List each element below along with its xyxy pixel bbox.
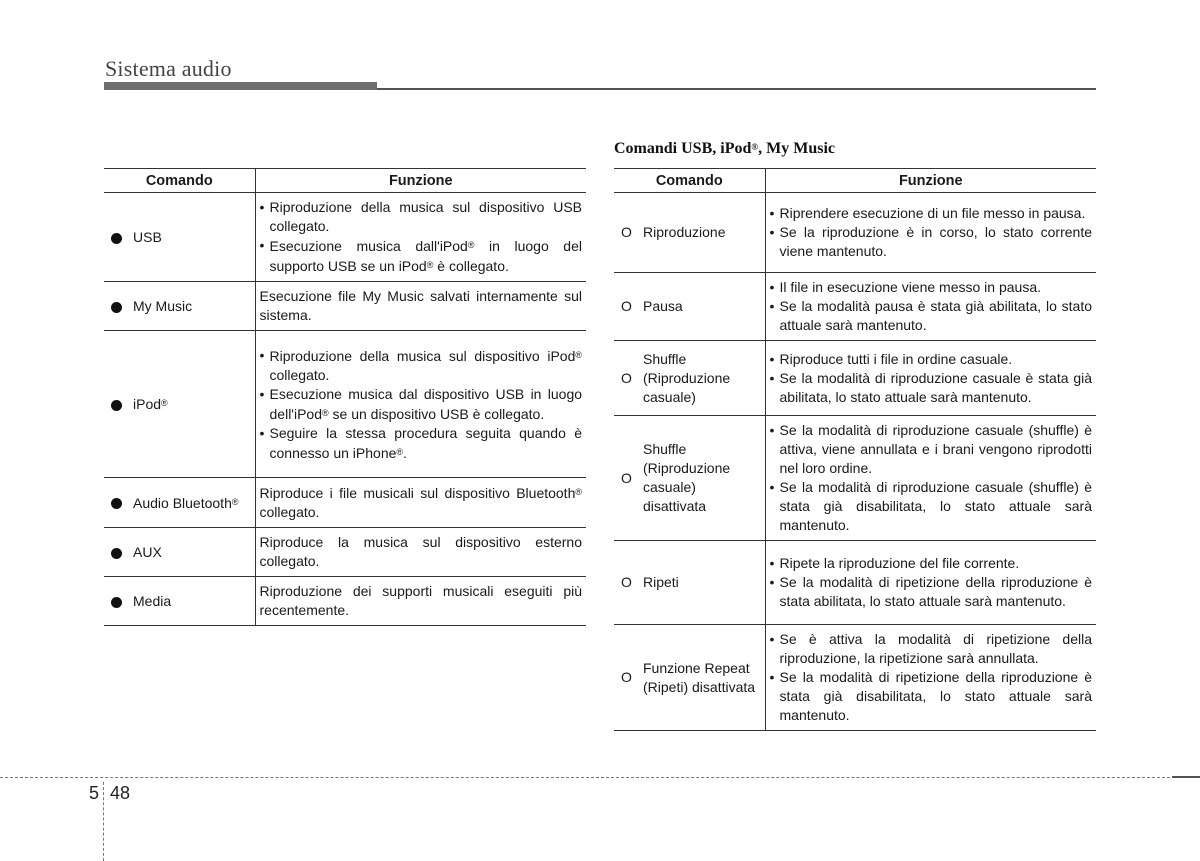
button-circle-icon: O bbox=[614, 416, 639, 541]
page-number: 48 bbox=[110, 783, 131, 803]
bullet-item: • Se la modalità di ripetizione della riproduzione è stata abilitata, lo stato attuale sarà mantenuto. bbox=[770, 573, 1093, 611]
button-dot-icon bbox=[104, 478, 129, 528]
table-row bbox=[614, 625, 1096, 731]
button-dot-icon bbox=[104, 193, 129, 282]
button-dot-icon bbox=[104, 528, 129, 577]
button-circle-icon: O bbox=[614, 541, 639, 625]
bullet-item: • Se è attiva la modalità di ripetizione della riproduzione, la ripetizione sarà annullata. bbox=[770, 630, 1093, 668]
command-label: Funzione Repeat (Ripeti) disattivata bbox=[639, 625, 765, 731]
button-dot-icon bbox=[104, 331, 129, 478]
chapter-number: 5 bbox=[89, 783, 100, 803]
table-header-row bbox=[104, 169, 586, 193]
command-label: USB bbox=[129, 193, 255, 282]
table-row bbox=[614, 541, 1096, 625]
bullet-item: • Se la modalità di riproduzione casuale è stata già abilitata, lo stato attuale sarà mantenuto. bbox=[770, 369, 1093, 407]
function-description: Riproduce la musica sul dispositivo esterno collegato. bbox=[255, 528, 586, 577]
footer-vertical-rule bbox=[103, 782, 104, 861]
table-row bbox=[614, 193, 1096, 273]
table-header-row bbox=[614, 169, 1096, 193]
column-header-function: Funzione bbox=[765, 169, 1096, 193]
command-label: AUX bbox=[129, 528, 255, 577]
command-label: My Music bbox=[129, 282, 255, 331]
usb-ipod-controls-heading: Comandi USB, iPod®, My Music bbox=[614, 140, 835, 157]
section-title: Sistema audio bbox=[105, 56, 232, 81]
bullet-item: • Riprendere esecuzione di un file messo in pausa. bbox=[770, 204, 1093, 223]
function-description bbox=[765, 273, 1096, 341]
bullet-item: • Se la modalità di riproduzione casuale (shuffle) è stata già disabilitata, lo stato attuale sarà mantenuto. bbox=[770, 478, 1093, 535]
bullet-item: • Seguire la stessa procedura seguita quando è connesso un iPhone®. bbox=[260, 424, 583, 463]
footer-dashed-rule bbox=[0, 777, 1200, 778]
bullet-item: • Se la riproduzione è in corso, lo stato corrente viene mantenuto. bbox=[770, 223, 1093, 261]
table-row bbox=[614, 341, 1096, 416]
column-header-command: Comando bbox=[614, 169, 765, 193]
footer-rule-end bbox=[1172, 776, 1200, 778]
function-description bbox=[765, 625, 1096, 731]
command-label: Riproduzione bbox=[639, 193, 765, 273]
column-header-function: Funzione bbox=[255, 169, 586, 193]
command-label: Ripeti bbox=[639, 541, 765, 625]
table-row bbox=[614, 416, 1096, 541]
table-row bbox=[104, 331, 586, 478]
button-circle-icon: O bbox=[614, 625, 639, 731]
function-description: Esecuzione file My Music salvati internamente sul sistema. bbox=[255, 282, 586, 331]
bullet-item: • Esecuzione musica dall'iPod® in luogo del supporto USB se un iPod® è collegato. bbox=[260, 236, 583, 276]
bullet-item: • Ripete la riproduzione del file corrente. bbox=[770, 554, 1093, 573]
header-rule-thin bbox=[377, 88, 1096, 90]
table-row bbox=[104, 193, 586, 282]
command-label: Shuffle (Riproduzione casuale) disattivata bbox=[639, 416, 765, 541]
bullet-item: • Se la modalità pausa è stata già abilitata, lo stato attuale sarà mantenuto. bbox=[770, 297, 1093, 335]
command-label: Pausa bbox=[639, 273, 765, 341]
column-header-command: Comando bbox=[104, 169, 255, 193]
bullet-item: • Se la modalità di riproduzione casuale (shuffle) è attiva, viene annullata e i brani vengono riprodotti nel loro ordine. bbox=[770, 421, 1093, 478]
playback-controls-table bbox=[614, 168, 1096, 731]
button-circle-icon: O bbox=[614, 193, 639, 273]
button-circle-icon: O bbox=[614, 341, 639, 416]
button-dot-icon bbox=[104, 282, 129, 331]
bullet-item: • Se la modalità di ripetizione della riproduzione è stata già disabilitata, lo stato attuale sarà mantenuto. bbox=[770, 668, 1093, 725]
function-description bbox=[255, 193, 586, 282]
function-description bbox=[765, 541, 1096, 625]
command-label: iPod® bbox=[129, 331, 255, 478]
table-row bbox=[104, 528, 586, 577]
function-description: Riproduce i file musicali sul dispositivo Bluetooth® collegato. bbox=[255, 478, 586, 528]
table-row bbox=[104, 282, 586, 331]
header-rule-thick bbox=[104, 82, 377, 90]
bullet-item: • Esecuzione musica dal dispositivo USB in luogo dell'iPod® se un dispositivo USB è collegato. bbox=[260, 385, 583, 424]
function-description bbox=[255, 331, 586, 478]
table-row bbox=[104, 577, 586, 626]
function-description: Riproduzione dei supporti musicali eseguiti più recentemente. bbox=[255, 577, 586, 626]
bullet-item: • Riproduce tutti i file in ordine casuale. bbox=[770, 350, 1093, 369]
button-circle-icon: O bbox=[614, 273, 639, 341]
command-label: Shuffle (Riproduzione casuale) bbox=[639, 341, 765, 416]
audio-sources-table bbox=[104, 168, 586, 626]
bullet-item: • Riproduzione della musica sul dispositivo iPod® collegato. bbox=[260, 346, 583, 385]
function-description bbox=[765, 416, 1096, 541]
table-row bbox=[104, 478, 586, 528]
bullet-item: • Il file in esecuzione viene messo in pausa. bbox=[770, 278, 1093, 297]
button-dot-icon bbox=[104, 577, 129, 626]
function-description bbox=[765, 341, 1096, 416]
bullet-item: • Riproduzione della musica sul dispositivo USB collegato. bbox=[260, 198, 583, 236]
table-row bbox=[614, 273, 1096, 341]
function-description bbox=[765, 193, 1096, 273]
command-label: Audio Bluetooth® bbox=[129, 478, 255, 528]
command-label: Media bbox=[129, 577, 255, 626]
